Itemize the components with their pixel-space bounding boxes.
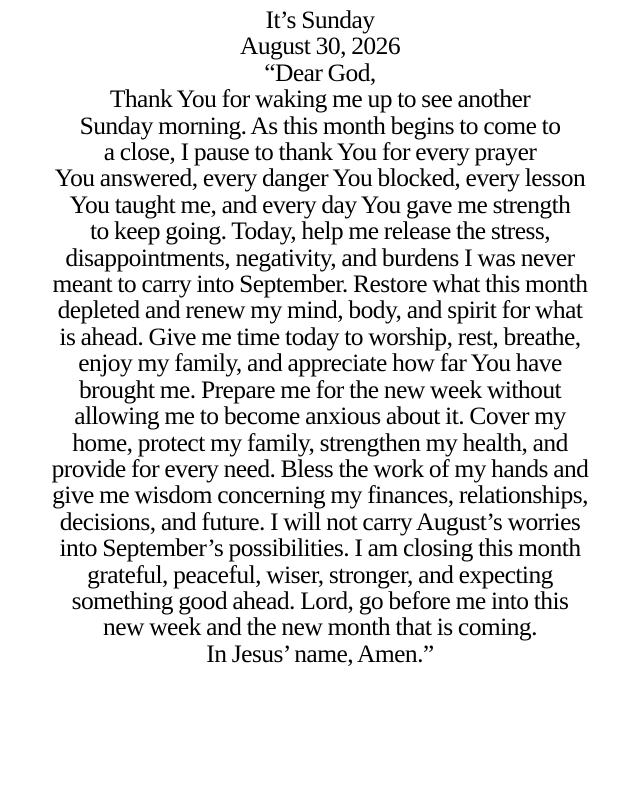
prayer-line: is ahead. Give me time today to worship, rest, breathe, xyxy=(59,321,581,351)
prayer-line: home, protect my family, strengthen my health, and xyxy=(72,427,568,457)
prayer-line: something good ahead. Lord, go before me into this xyxy=(71,585,569,615)
prayer-line: new week and the new month that is coming. xyxy=(103,612,537,642)
prayer-line: grateful, peaceful, wiser, stronger, and expecting xyxy=(87,559,553,589)
prayer-line: provide for every need. Bless the work of my hands and xyxy=(51,453,589,483)
prayer-line: decisions, and future. I will not carry August’s worries xyxy=(59,506,581,536)
prayer-text xyxy=(0,7,640,667)
prayer-line: enjoy my family, and appreciate how far You have xyxy=(78,348,562,378)
prayer-salutation: “Dear God, xyxy=(264,57,376,87)
prayer-line: Thank You for waking me up to see another xyxy=(109,84,531,114)
prayer-line: brought me. Prepare me for the new week without xyxy=(78,374,562,404)
prayer-line: allowing me to become anxious about it. Cover my xyxy=(74,401,566,431)
prayer-closing: In Jesus’ name, Amen.” xyxy=(206,638,434,668)
prayer-line: disappointments, negativity, and burdens I was never xyxy=(65,242,575,272)
prayer-line: depleted and renew my mind, body, and spirit for what xyxy=(57,295,583,325)
prayer-line: You taught me, and every day You gave me strength xyxy=(69,189,571,219)
prayer-line: to keep going. Today, help me release the stress, xyxy=(89,216,551,246)
prayer-line: into September’s possibilities. I am closing this month xyxy=(59,533,581,563)
prayer-line: give me wisdom concerning my finances, relationships, xyxy=(52,480,588,510)
prayer-line: a close, I pause to thank You for every prayer xyxy=(103,137,537,167)
prayer-day: It’s Sunday xyxy=(265,5,375,34)
prayer-line: meant to carry into September. Restore what this month xyxy=(52,269,588,299)
prayer-date: August 30, 2026 xyxy=(239,31,401,61)
prayer-line: You answered, every danger You blocked, every lesson xyxy=(54,163,586,193)
prayer-line: Sunday morning. As this month begins to come to xyxy=(79,110,561,140)
